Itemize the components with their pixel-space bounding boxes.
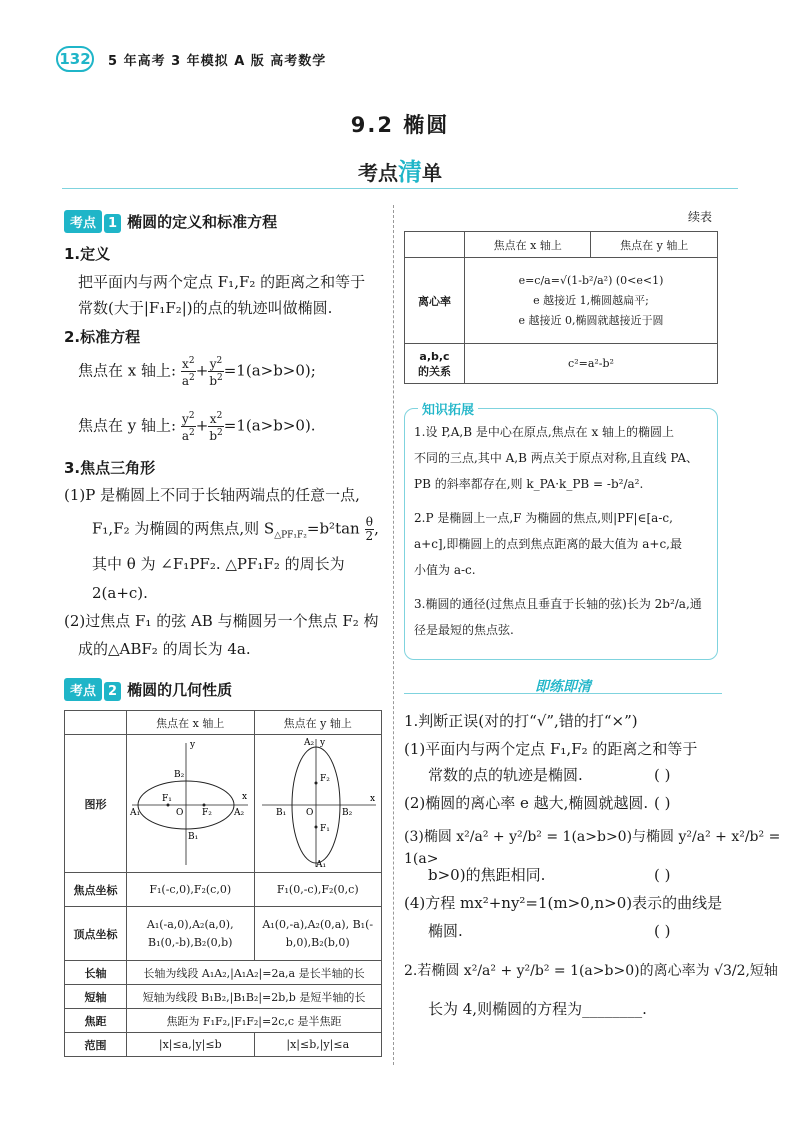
q1-item1-paren: ( ) <box>654 766 671 784</box>
fig-y-label-a2: A₂ <box>303 738 314 748</box>
definition-text-1: 把平面内与两个定点 F₁,F₂ 的距离之和等于 <box>78 273 366 291</box>
kd1-heading <box>64 210 277 233</box>
fig-y-label-o: O <box>305 808 314 818</box>
q1-item1b: 常数的点的轨迹是椭圆. <box>428 766 583 784</box>
section-title: 9.2 椭圆 <box>350 113 450 137</box>
frac-y2b2: $\frac{y^2}{b^2}$ <box>209 356 223 388</box>
figure-y-cell <box>254 735 382 873</box>
q1-item4a: (4)方程 mx²+ny²=1(m>0,n>0)表示的曲线是 <box>404 894 723 912</box>
fig-x-label-b2: B₂ <box>174 770 185 780</box>
ext-item-2b: a+c],即椭圆上的点到焦点距离的最大值为 a+c,最 <box>414 537 682 551</box>
q1-item3a: (3)椭圆 x²/a² + y²/b² = 1(a>b>0)与椭圆 y²/a² + x²/b² = 1(a> <box>404 829 781 867</box>
frac-theta-2: $\frac{\theta}{2}$ <box>365 515 374 543</box>
q1-item4-paren: ( ) <box>654 922 671 940</box>
foci-y: F₁(0,-c),F₂(0,c) <box>254 873 382 907</box>
continued-label: 续表 <box>688 210 713 224</box>
table-corner-right <box>405 232 465 258</box>
fig-x-label-a1: A₁ <box>130 808 141 818</box>
major-axis-text: 长轴为线段 A₁A₂,|A₁A₂|=2a,a 是长半轴的长 <box>127 961 382 985</box>
col-header-x: 焦点在 x 轴上 <box>127 711 255 735</box>
q1-heading: 1.判断正误(对的打“√”,错的打“×”) <box>404 712 638 730</box>
continued-table <box>404 231 718 384</box>
range-x: |x|≤a,|y|≤b <box>127 1033 255 1057</box>
frac-y2a2: $\frac{y^2}{a^2}$ <box>181 411 195 443</box>
std-x-prefix: 焦点在 x 轴上: <box>78 361 177 380</box>
q1-item4b: 椭圆. <box>428 922 463 940</box>
row-label-minor-axis: 短轴 <box>65 985 127 1009</box>
row-label-figure: 图形 <box>65 735 127 873</box>
fig-x-label-f2: F₂ <box>202 808 213 818</box>
ext-item-2a: 2.P 是椭圆上一点,F 为椭圆的焦点,则|PF|∈[a-c, <box>414 511 673 525</box>
frac-x2b2: $\frac{x^2}{b^2}$ <box>209 411 223 443</box>
banner-part1: 考点 <box>358 161 398 185</box>
q1-item2-paren: ( ) <box>654 794 671 812</box>
fig-y-label-x: x <box>369 794 375 804</box>
key-points-banner <box>330 152 470 184</box>
ellipse-x-figure <box>128 735 252 869</box>
eccentricity-note-1: e 越接近 1,椭圆越扁平; <box>533 293 649 307</box>
standard-eq-x: 焦点在 x 轴上: $\frac{x^2}{a^2}$ + $\frac{y^2}{b^2}$ =1(a>b>0); <box>78 356 316 388</box>
col-header-y: 焦点在 y 轴上 <box>254 711 382 735</box>
standard-eq-heading: 2.标准方程 <box>64 328 141 346</box>
fig-x-label-x: x <box>242 792 248 802</box>
fig-x-label-o: O <box>176 808 184 818</box>
ext-item-1c: PB 的斜率都存在,则 k_PA·k_PB = -b²/a². <box>414 477 644 491</box>
focal-triangle-2b: 成的△ABF₂ 的周长为 4a. <box>78 640 251 658</box>
col-header-x-right: 焦点在 x 轴上 <box>465 232 591 258</box>
focal-triangle-2a: (2)过焦点 F₁ 的弦 AB 与椭圆另一个焦点 F₂ 构 <box>64 612 379 630</box>
fig-y-label-a1: A₁ <box>315 860 326 869</box>
ext-item-3b: 径是最短的焦点弦. <box>414 623 514 637</box>
row-label-abc <box>405 344 465 384</box>
book-title: 5 年高考 3 年模拟 A 版 高考数学 <box>108 54 327 69</box>
definition-text-2: 常数(大于|F₁F₂|)的点的轨迹叫做椭圆. <box>78 299 333 317</box>
fig-y-label-b1: B₁ <box>275 808 286 818</box>
focal-distance-text: 焦距为 F₁F₂,|F₁F₂|=2c,c 是半焦距 <box>127 1009 382 1033</box>
row-label-vertices: 顶点坐标 <box>65 907 127 961</box>
abc-formula: c²=a²-b² <box>465 344 718 384</box>
kd1-num: 1 <box>104 214 121 233</box>
std-y-suffix: =1(a>b>0). <box>223 416 316 435</box>
kd2-tag: 考点 <box>64 678 102 701</box>
ext-item-3a: 3.椭圆的通径(过焦点且垂直于长轴的弦)长为 2b²/a,通 <box>414 597 702 611</box>
eccentricity-note-2: e 越接近 0,椭圆就越接近于圆 <box>518 313 664 327</box>
ext-item-1a: 1.设 P,A,B 是中心在原点,焦点在 x 轴上的椭圆上 <box>414 425 675 439</box>
row-label-major-axis: 长轴 <box>65 961 127 985</box>
fig-y-label-y: y <box>319 738 325 748</box>
knowledge-extension-tag: 知识拓展 <box>418 399 478 418</box>
q2-line1: 2.若椭圆 x²/a² + y²/b² = 1(a>b>0)的离心率为 √3/2,短轴 <box>404 963 778 979</box>
ellipse-y-figure <box>256 735 380 869</box>
divider <box>62 188 738 189</box>
figure-x-cell <box>127 735 255 873</box>
tri-1b-text: F₁,F₂ 为椭圆的两焦点,则 S <box>92 519 275 538</box>
q1-item3b: b>0)的焦距相同. <box>428 866 546 884</box>
fig-x-label-b1: B₁ <box>188 832 199 842</box>
kd2-heading <box>64 678 232 701</box>
abc-label-2: 的关系 <box>418 364 451 378</box>
fig-x-label-a2: A₂ <box>234 808 245 818</box>
kd1-tag: 考点 <box>64 210 102 233</box>
focal-triangle-1d: 2(a+c). <box>92 584 148 602</box>
fig-x-label-y: y <box>190 740 196 750</box>
foci-x: F₁(-c,0),F₂(c,0) <box>127 873 255 907</box>
focal-triangle-1c: 其中 θ 为 ∠F₁PF₂. △PF₁F₂ 的周长为 <box>92 555 345 573</box>
q1-item1a: (1)平面内与两个定点 F₁,F₂ 的距离之和等于 <box>404 740 698 758</box>
std-x-suffix: =1(a>b>0); <box>223 361 316 380</box>
column-divider <box>393 205 394 1065</box>
focal-triangle-heading: 3.焦点三角形 <box>64 459 156 477</box>
vertices-x: A₁(-a,0),A₂(a,0), B₁(0,-b),B₂(0,b) <box>127 907 255 961</box>
ext-item-1b: 不同的三点,其中 A,B 两点关于原点对称,且直线 PA、 <box>414 451 699 465</box>
col-header-y-right: 焦点在 y 轴上 <box>591 232 718 258</box>
row-label-range: 范围 <box>65 1033 127 1057</box>
vertices-y: A₁(0,-a),A₂(0,a), B₁(-b,0),B₂(b,0) <box>254 907 382 961</box>
q2-line2: 长为 4,则椭圆的方程为________. <box>428 1000 647 1018</box>
ellipse-properties-table <box>64 710 382 1057</box>
eccentricity-formula: e=c/a=√(1-b²/a²) (0<e<1) <box>518 273 664 287</box>
banner-part2: 清 <box>398 158 422 186</box>
row-label-focal-distance: 焦距 <box>65 1009 127 1033</box>
tri-1b-sub: △PF₁F₂ <box>274 530 307 541</box>
tri-1b-tail: =b²tan <box>306 519 360 538</box>
fig-y-label-b2: B₂ <box>341 808 352 818</box>
abc-label-1: a,b,c <box>419 349 450 363</box>
banner-part3: 单 <box>422 161 442 185</box>
practice-divider <box>404 693 722 694</box>
q1-item2: (2)椭圆的离心率 e 越大,椭圆就越圆. <box>404 794 649 812</box>
row-label-foci: 焦点坐标 <box>65 873 127 907</box>
standard-eq-y: 焦点在 y 轴上: $\frac{y^2}{a^2}$ + $\frac{x^2}{b^2}$ =1(a>b>0). <box>78 411 316 443</box>
minor-axis-text: 短轴为线段 B₁B₂,|B₁B₂|=2b,b 是短半轴的长 <box>127 985 382 1009</box>
std-y-prefix: 焦点在 y 轴上: <box>78 416 177 435</box>
page-number: 132 <box>56 46 94 72</box>
eccentricity-cell <box>465 258 718 344</box>
frac-x2a2: $\frac{x^2}{a^2}$ <box>181 356 195 388</box>
fig-y-label-f1: F₁ <box>319 824 330 834</box>
table-corner <box>65 711 127 735</box>
fig-y-label-f2: F₂ <box>319 774 330 784</box>
focal-triangle-1a: (1)P 是椭圆上不同于长轴两端点的任意一点, <box>64 486 360 504</box>
definition-heading: 1.定义 <box>64 245 111 263</box>
knowledge-extension-content <box>414 422 714 640</box>
kd2-title: 椭圆的几何性质 <box>127 681 233 699</box>
row-label-eccentricity: 离心率 <box>405 258 465 344</box>
q1-item3-paren: ( ) <box>654 866 671 884</box>
practice-title: 即练即清 <box>535 679 591 695</box>
ext-item-2c: 小值为 a-c. <box>414 563 476 577</box>
kd2-num: 2 <box>104 682 121 701</box>
focal-triangle-1b: F₁,F₂ 为椭圆的两焦点,则 $S_{\triangle PF_1F_2}=b^2\tan$ $\frac{\theta}{2}$ , <box>92 515 379 543</box>
fig-x-label-f1: F₁ <box>162 794 173 804</box>
range-y: |x|≤b,|y|≤a <box>254 1033 382 1057</box>
kd1-title: 椭圆的定义和标准方程 <box>127 213 278 231</box>
